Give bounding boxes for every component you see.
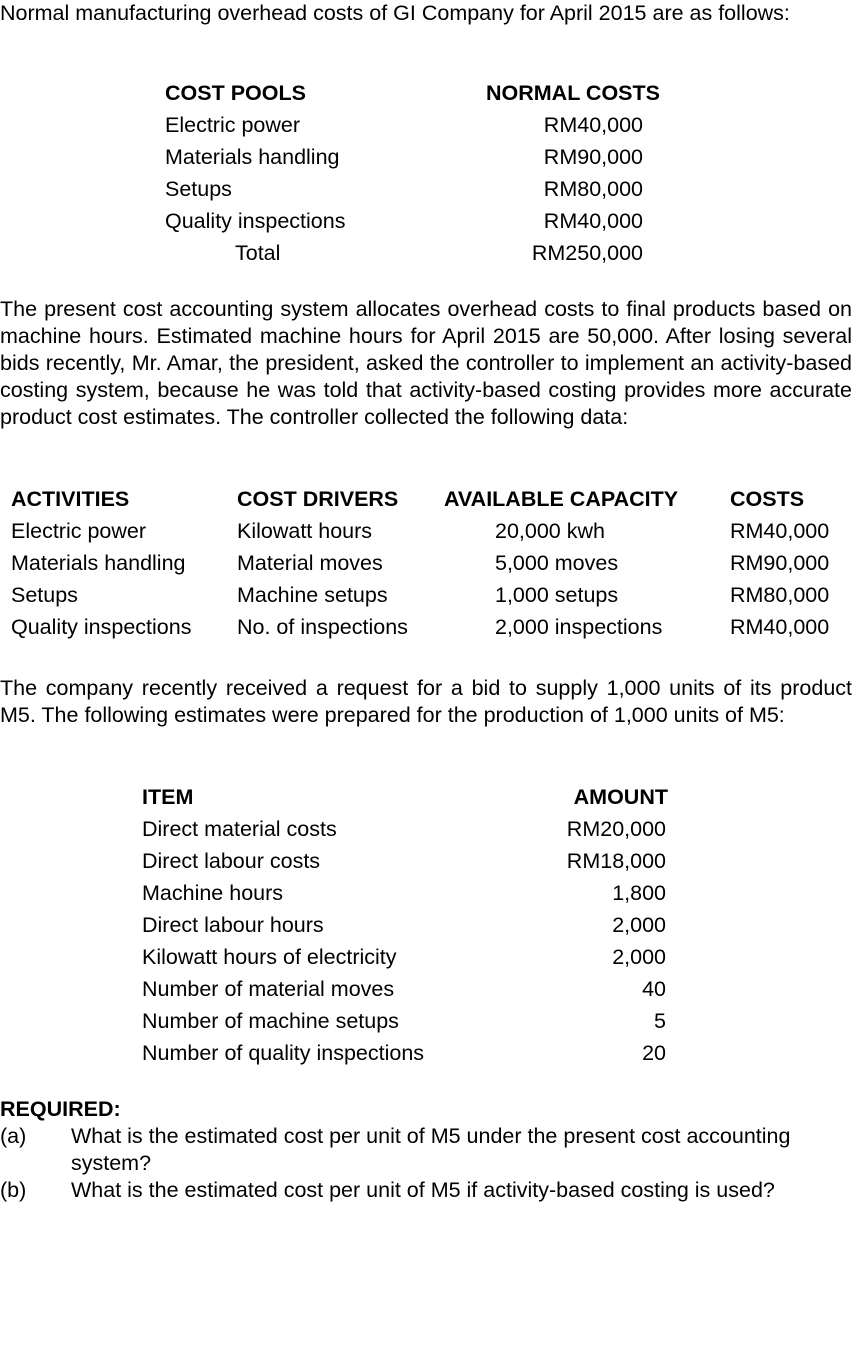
cost-driver: Kilowatt hours [237, 519, 373, 543]
cost-driver: No. of inspections [237, 615, 408, 639]
question-b [0, 1177, 852, 1204]
cost-drivers-header: COST DRIVERS [237, 487, 399, 511]
total-value: RM250,000 [531, 241, 643, 265]
table-row [11, 547, 840, 579]
table-row [142, 813, 668, 845]
activity-name: Materials handling [11, 551, 186, 575]
table-row [142, 909, 668, 941]
item-name: Number of machine setups [142, 1009, 399, 1033]
available-capacity: 20,000 kwh [495, 519, 605, 543]
question-label: (b) [0, 1178, 27, 1202]
question-text: What is the estimated cost per unit of M5 under the present cost accounting system? [71, 1124, 791, 1175]
item-name: Number of material moves [142, 977, 395, 1001]
item-amount: 1,800 [612, 881, 666, 905]
amount-header: AMOUNT [573, 785, 668, 809]
cost-pool-value: RM80,000 [543, 177, 643, 201]
activity-name: Setups [11, 583, 78, 607]
table-row [142, 1037, 668, 1069]
table-row [142, 845, 668, 877]
table-row [142, 941, 668, 973]
cost-pool-value: RM90,000 [543, 145, 643, 169]
question-a [0, 1123, 852, 1177]
cost-pools-header: COST POOLS [165, 81, 306, 105]
available-capacity: 2,000 inspections [495, 615, 663, 639]
cost-pool-value: RM40,000 [543, 113, 643, 137]
activity-cost: RM90,000 [730, 551, 830, 575]
cost-pool-name: Quality inspections [165, 209, 346, 233]
question-label: (a) [0, 1124, 27, 1148]
item-amount: 2,000 [612, 913, 666, 937]
cost-pool-value: RM40,000 [543, 209, 643, 233]
table-row [11, 611, 840, 643]
item-name: Number of quality inspections [142, 1041, 425, 1065]
available-capacity: 5,000 moves [495, 551, 619, 575]
activity-name: Quality inspections [11, 615, 192, 639]
item-header: ITEM [142, 785, 194, 809]
cost-driver: Machine setups [237, 583, 388, 607]
intro-paragraph: Normal manufacturing overhead costs of GI Company for April 2015 are as follows: [0, 1, 790, 25]
item-amount: 20 [642, 1041, 666, 1065]
table-row [165, 173, 678, 205]
item-amount: 2,000 [612, 945, 666, 969]
items-table [142, 781, 668, 1069]
table-row [142, 973, 668, 1005]
cost-pool-name: Materials handling [165, 145, 340, 169]
total-row [165, 237, 678, 269]
available-capacity-header: AVAILABLE CAPACITY [444, 487, 679, 511]
cost-pool-name: Setups [165, 177, 232, 201]
item-amount: RM20,000 [566, 817, 666, 841]
item-amount: 40 [642, 977, 666, 1001]
activity-name: Electric power [11, 519, 147, 543]
item-name: Direct material costs [142, 817, 337, 841]
item-amount: 5 [654, 1009, 666, 1033]
cost-driver: Material moves [237, 551, 383, 575]
activities-table [11, 483, 840, 643]
normal-costs-header: NORMAL COSTS [486, 81, 660, 105]
activity-cost: RM40,000 [730, 615, 830, 639]
item-amount: RM18,000 [566, 849, 666, 873]
item-name: Direct labour costs [142, 849, 321, 873]
item-name: Kilowatt hours of electricity [142, 945, 397, 969]
table-row [11, 515, 840, 547]
table-row [165, 205, 678, 237]
table-row [165, 109, 678, 141]
body-paragraph-bid: The company recently received a request for a bid to supply 1,000 units of its product M5. The following estimates were prepared for the production of 1,000 units of M5: [0, 676, 852, 727]
total-label: Total [235, 241, 281, 265]
cost-pool-name: Electric power [165, 113, 301, 137]
cost-pools-table [165, 77, 678, 269]
required-heading: REQUIRED: [0, 1097, 121, 1121]
question-text: What is the estimated cost per unit of M5 if activity-based costing is used? [71, 1178, 775, 1202]
costs-header: COSTS [730, 487, 805, 511]
table-row [142, 877, 668, 909]
table-row [142, 1005, 668, 1037]
activity-cost: RM80,000 [730, 583, 830, 607]
item-name: Direct labour hours [142, 913, 324, 937]
body-paragraph-system: The present cost accounting system allocates overhead costs to final products based on machine hours. Estimated machine hours for April 2015 are 50,000. After losing several bids recently, Mr. Amar, the president, asked the controller to implement an activity-based costing system, because he was told that activity-based costing provides more accurate product cost estimates. The controller collected the following data: [0, 297, 852, 429]
table-row [165, 141, 678, 173]
activities-header: ACTIVITIES [11, 487, 130, 511]
activity-cost: RM40,000 [730, 519, 830, 543]
available-capacity: 1,000 setups [495, 583, 619, 607]
table-row [11, 579, 840, 611]
item-name: Machine hours [142, 881, 284, 905]
